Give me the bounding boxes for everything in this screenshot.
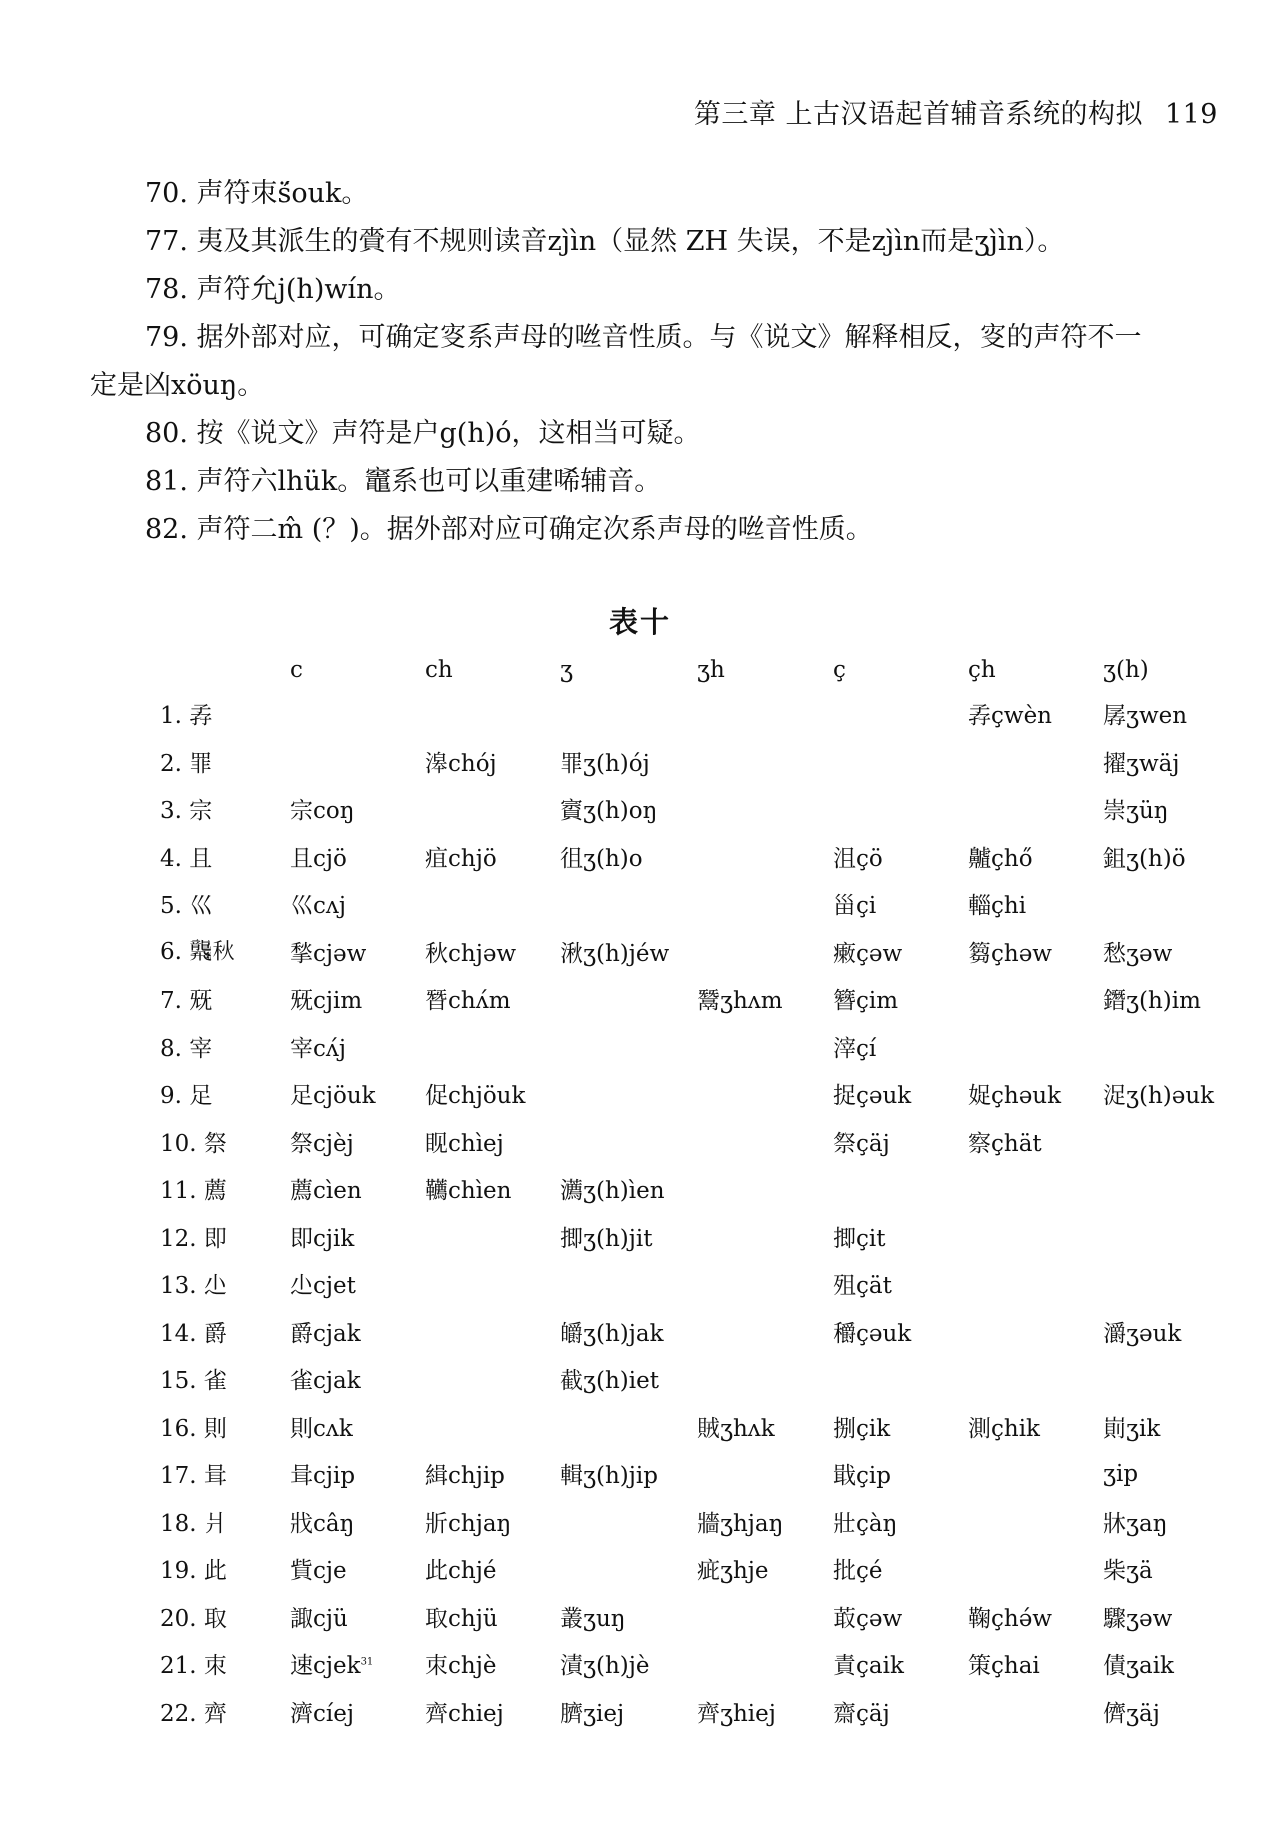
table-title: 表十 (608, 605, 671, 639)
table-cell: 滓çí (833, 1035, 877, 1062)
table-cell: 戢çip (833, 1463, 891, 1490)
row-label: 10. 祭 (160, 1130, 227, 1157)
note-70: 70. 声符朿ś̈ouk。 (145, 178, 369, 209)
column-header: çh (968, 657, 996, 683)
table-cell (290, 738, 425, 786)
table-cell (968, 1165, 1103, 1213)
table-cell: 浞ʒ(h)əuk (1103, 1083, 1215, 1110)
column-header: ʒ (560, 657, 573, 683)
table-cell (560, 975, 697, 1023)
table-cell: 巛cʌj (290, 893, 347, 920)
table-cell (697, 738, 833, 786)
table-cell: 菆çəw (833, 1605, 903, 1632)
table-cell: 愁ʒəw (1103, 940, 1173, 967)
table-cell: 鉏ʒ(h)ö (1103, 845, 1186, 872)
table-cell (833, 690, 968, 738)
table-cell: 瘷çəw (833, 940, 903, 967)
table-cell (833, 738, 968, 786)
table-cell (968, 1498, 1103, 1546)
table-row (160, 1260, 1238, 1308)
row-label: 3. 宗 (160, 798, 213, 825)
table-cell: 韉chìen (425, 1178, 512, 1205)
table-cell: 察çhät (968, 1130, 1042, 1157)
table-cell: 崱ʒik (1103, 1415, 1161, 1442)
table-cell (425, 690, 560, 738)
table-cell: 鞠çhə́w (968, 1605, 1052, 1632)
row-label: 11. 薦 (160, 1178, 227, 1205)
footnotes (90, 170, 1225, 554)
table-cell: 兓cjim (290, 988, 363, 1015)
table-cell (968, 1355, 1103, 1403)
table-cell: 齇çhő (968, 845, 1033, 872)
table-cell (560, 1023, 697, 1071)
table-cell: 叢ʒuŋ (560, 1605, 626, 1632)
table-cell (697, 1355, 833, 1403)
table-cell: 揤çit (833, 1225, 886, 1252)
column-header: ç (833, 657, 846, 683)
table-cell: 此chjé (425, 1558, 497, 1585)
table-cell (1103, 1118, 1238, 1166)
table-cell: 宰cʌ́j (290, 1035, 347, 1062)
table-cell: 簪çim (833, 988, 899, 1015)
table-cell (1103, 1213, 1238, 1261)
table-cell (697, 1213, 833, 1261)
table-cell (1103, 1260, 1238, 1308)
table-cell: 促chjöuk (425, 1083, 526, 1110)
phonetic-table (160, 650, 1238, 1735)
table-cell (560, 1070, 697, 1118)
table-cell: 截ʒ(h)iet (560, 1368, 659, 1395)
table-cell (697, 1640, 833, 1688)
table-cell (1103, 880, 1238, 928)
table-row (160, 1593, 1238, 1641)
table-cell: 漬ʒ(h)jè (560, 1653, 650, 1680)
footnote-mark[interactable]: 31 (360, 1656, 374, 1668)
table-row (160, 975, 1238, 1023)
note-82: 82. 声符二m̂ (？)。据外部对应可确定次系声母的咝音性质。 (145, 514, 873, 545)
table-cell (968, 1688, 1103, 1736)
table-cell: 薦cìen (290, 1178, 362, 1205)
table-row (160, 690, 1238, 738)
chapter-title: 第三章 上古汉语起首辅音系统的构拟 (693, 99, 1143, 130)
table-cell: 批çé (833, 1558, 883, 1585)
row-label: 18. 爿 (160, 1510, 227, 1537)
table-cell (425, 785, 560, 833)
row-label: 6. 𪚢秋 (160, 939, 236, 966)
table-cell: 滜chój (425, 750, 497, 777)
table-row (160, 738, 1238, 786)
row-label: 14. 爵 (160, 1320, 227, 1347)
table-row (160, 1023, 1238, 1071)
page-number: 119 (1164, 99, 1218, 130)
row-label: 19. 此 (160, 1558, 227, 1585)
table-cell (968, 1545, 1103, 1593)
table-cell (697, 880, 833, 928)
table-cell (1103, 1355, 1238, 1403)
table-cell (560, 1118, 697, 1166)
table-cell (968, 1213, 1103, 1261)
column-header: ʒh (697, 657, 725, 683)
table-cell (833, 1355, 968, 1403)
table-row (160, 1308, 1238, 1356)
note-79: 79. 据外部对应，可确定叜系声母的咝音性质。与《说文》解释相反，叜的声符不一 (145, 322, 1142, 353)
table-cell: 斨chjaŋ (425, 1510, 512, 1537)
table-cell (968, 738, 1103, 786)
row-label: 8. 宰 (160, 1035, 213, 1062)
row-label: 2. 罪 (160, 750, 213, 777)
table-cell: 速cjek$^{31}$ (290, 1653, 374, 1680)
table-row (160, 1545, 1238, 1593)
table-row (160, 1498, 1238, 1546)
table-cell (425, 1403, 560, 1451)
table-cell (425, 1355, 560, 1403)
table-cell (290, 690, 425, 738)
table-cell: 爵cjak (290, 1320, 361, 1347)
table-cell: 戕câŋ (290, 1510, 355, 1537)
table-row (160, 785, 1238, 833)
table-cell: 甾çi (833, 893, 877, 920)
table-cell: 輜çhi (968, 893, 1027, 920)
table-cell: 疽chjö (425, 845, 497, 872)
table-cell (697, 1450, 833, 1498)
table-cell (1103, 1023, 1238, 1071)
table-cell: 債ʒaik (1103, 1653, 1174, 1680)
table-cell: 緝chjip (425, 1463, 505, 1490)
table-cell (833, 1165, 968, 1213)
table-cell: 沮çö (833, 845, 883, 872)
table-cell: 尐cjet (290, 1273, 356, 1300)
table-row (160, 1688, 1238, 1736)
table-cell: 疵ʒhje (697, 1558, 769, 1585)
table-cell: 朁chʌ́m (425, 988, 511, 1015)
column-header: c (290, 657, 303, 683)
table-cell: 且cjö (290, 845, 347, 872)
table-cell (968, 785, 1103, 833)
table-cell: 罪ʒ(h)ój (560, 750, 650, 777)
table-cell: 責çaik (833, 1653, 904, 1680)
row-label: 12. 即 (160, 1225, 227, 1252)
table-cell (425, 1260, 560, 1308)
table-cell (1103, 1165, 1238, 1213)
column-header: ch (425, 657, 453, 683)
row-label: 13. 尐 (160, 1273, 227, 1300)
row-label: 16. 則 (160, 1415, 227, 1442)
table-row (160, 1640, 1238, 1688)
row-label: 5. 巛 (160, 893, 213, 920)
table-cell: 輯ʒ(h)jip (560, 1463, 658, 1490)
table-cell: 揫cjəw (290, 940, 367, 967)
table-cell: 儕ʒäj (1103, 1700, 1160, 1727)
table-cell (697, 833, 833, 881)
table-cell: 祭çäj (833, 1130, 890, 1157)
table-cell: 諏cjü (290, 1605, 348, 1632)
table-cell: 賨ʒ(h)oŋ (560, 798, 658, 825)
table-cell: 宗coŋ (290, 798, 355, 825)
table-cell: 瀳ʒ(h)ìen (560, 1178, 665, 1205)
table-cell (968, 1308, 1103, 1356)
note-80: 80. 按《说文》声符是户g(h)ó，这相当可疑。 (145, 418, 701, 449)
table-row (160, 1118, 1238, 1166)
table-cell: 揤ʒ(h)jit (560, 1225, 653, 1252)
table-row (160, 1213, 1238, 1261)
note-79-continued: 定是凶xöuŋ。 (90, 370, 265, 401)
table-cell (968, 1260, 1103, 1308)
note-81: 81. 声符六lhük。竈系也可以重建唏辅音。 (145, 466, 662, 497)
table-cell (560, 880, 697, 928)
note-77: 77. 夷及其派生的賫有不规则读音zj̀ìn（显然 ZH 失误，不是zj̀ìn而是ʒj̀ìn）。 (145, 226, 1065, 257)
table-row (160, 928, 1238, 976)
table-cell: 穱çəuk (833, 1320, 912, 1347)
table-cell (560, 1498, 697, 1546)
table-cell: 鐕ʒ(h)im (1103, 988, 1201, 1015)
table-row (160, 880, 1238, 928)
table-cell: 湫ʒ(h)jéw (560, 940, 670, 967)
table-cell: 娖çhəuk (968, 1083, 1062, 1110)
table-header-row (160, 650, 1238, 690)
table-cell: 鬵ʒhʌm (697, 988, 783, 1015)
table-cell (697, 1593, 833, 1641)
table-row (160, 1355, 1238, 1403)
table-cell (425, 1023, 560, 1071)
table-cell (560, 1403, 697, 1451)
table-cell (560, 1545, 697, 1593)
table-cell: 崇ʒüŋ (1103, 798, 1169, 825)
table-cell: 策çhai (968, 1653, 1040, 1680)
column-header (160, 650, 290, 690)
row-label: 4. 且 (160, 845, 213, 872)
table-body (160, 690, 1238, 1735)
table-cell (968, 1450, 1103, 1498)
running-header (694, 92, 1218, 131)
table-cell: 取chjü (425, 1605, 498, 1632)
table-cell: 篘çhəw (968, 940, 1052, 967)
table-cell: 貲cje (290, 1558, 347, 1585)
table-cell: 齋çäj (833, 1700, 890, 1727)
table-cell: 則cʌk (290, 1415, 353, 1442)
table-cell: 壯çàŋ (833, 1510, 898, 1537)
table-cell: 捌çik (833, 1415, 891, 1442)
table-cell (425, 1308, 560, 1356)
table-cell: 朿chjè (425, 1653, 497, 1680)
row-label: 9. 足 (160, 1083, 213, 1110)
table-cell: 臍ʒiej (560, 1700, 625, 1727)
table-cell (833, 785, 968, 833)
table-cell (697, 1165, 833, 1213)
table-cell: 殂çät (833, 1273, 892, 1300)
table-cell (425, 1213, 560, 1261)
table-cell: 齊ʒhiej (697, 1700, 776, 1727)
table-cell (697, 1308, 833, 1356)
table-row (160, 1070, 1238, 1118)
table-cell: 孨çwèn (968, 703, 1052, 730)
table-cell: 灂ʒəuk (1103, 1320, 1182, 1347)
table-cell (697, 690, 833, 738)
row-label: 22. 齊 (160, 1700, 227, 1727)
table-cell: 擢ʒwäj (1103, 750, 1180, 777)
table-cell: 測çhik (968, 1415, 1040, 1442)
table-cell: 足cjöuk (290, 1083, 376, 1110)
table-cell: 咠cjip (290, 1463, 356, 1490)
note-78: 78. 声符允j(h)wín。 (145, 274, 401, 305)
row-label: 7. 兓 (160, 988, 213, 1015)
table-cell: 祭cjèj (290, 1130, 354, 1157)
table-cell (968, 975, 1103, 1023)
table-row (160, 1165, 1238, 1213)
table-row (160, 833, 1238, 881)
table-cell: 齊chiej (425, 1700, 504, 1727)
table-cell (697, 928, 833, 976)
table-cell (697, 785, 833, 833)
table-cell: 捉çəuk (833, 1083, 912, 1110)
table-cell: ʒip (1103, 1460, 1139, 1487)
table-cell: 皭ʒ(h)jak (560, 1320, 664, 1347)
table-cell: 即cjik (290, 1225, 355, 1252)
row-label: 15. 雀 (160, 1368, 227, 1395)
table-cell (560, 690, 697, 738)
column-header: ʒ(h) (1103, 657, 1149, 683)
row-label: 20. 取 (160, 1605, 227, 1632)
table-cell (697, 1023, 833, 1071)
table-cell (697, 1118, 833, 1166)
row-label: 17. 咠 (160, 1463, 227, 1490)
table-cell: 賊ʒhʌk (697, 1415, 775, 1442)
table-cell (697, 1070, 833, 1118)
table-cell (425, 880, 560, 928)
table-cell (968, 1023, 1103, 1071)
table-cell: 驟ʒəw (1103, 1605, 1173, 1632)
table-row (160, 1450, 1238, 1498)
table-cell: 柴ʒä (1103, 1558, 1153, 1585)
row-label: 21. 朿 (160, 1653, 227, 1680)
table-cell: 濟cíej (290, 1700, 354, 1727)
table-cell: 秋chjəw (425, 940, 517, 967)
table-cell: 徂ʒ(h)o (560, 845, 643, 872)
table-cell (560, 1260, 697, 1308)
row-label: 1. 孨 (160, 703, 213, 730)
table-cell (697, 1260, 833, 1308)
table-cell: 牀ʒaŋ (1103, 1510, 1168, 1537)
table-cell: 雀cjak (290, 1368, 361, 1395)
table-cell: 𪾢chìej (425, 1130, 504, 1157)
table-cell: 牆ʒhjaŋ (697, 1510, 784, 1537)
table-row (160, 1403, 1238, 1451)
table-cell: 孱ʒwen (1103, 703, 1188, 730)
